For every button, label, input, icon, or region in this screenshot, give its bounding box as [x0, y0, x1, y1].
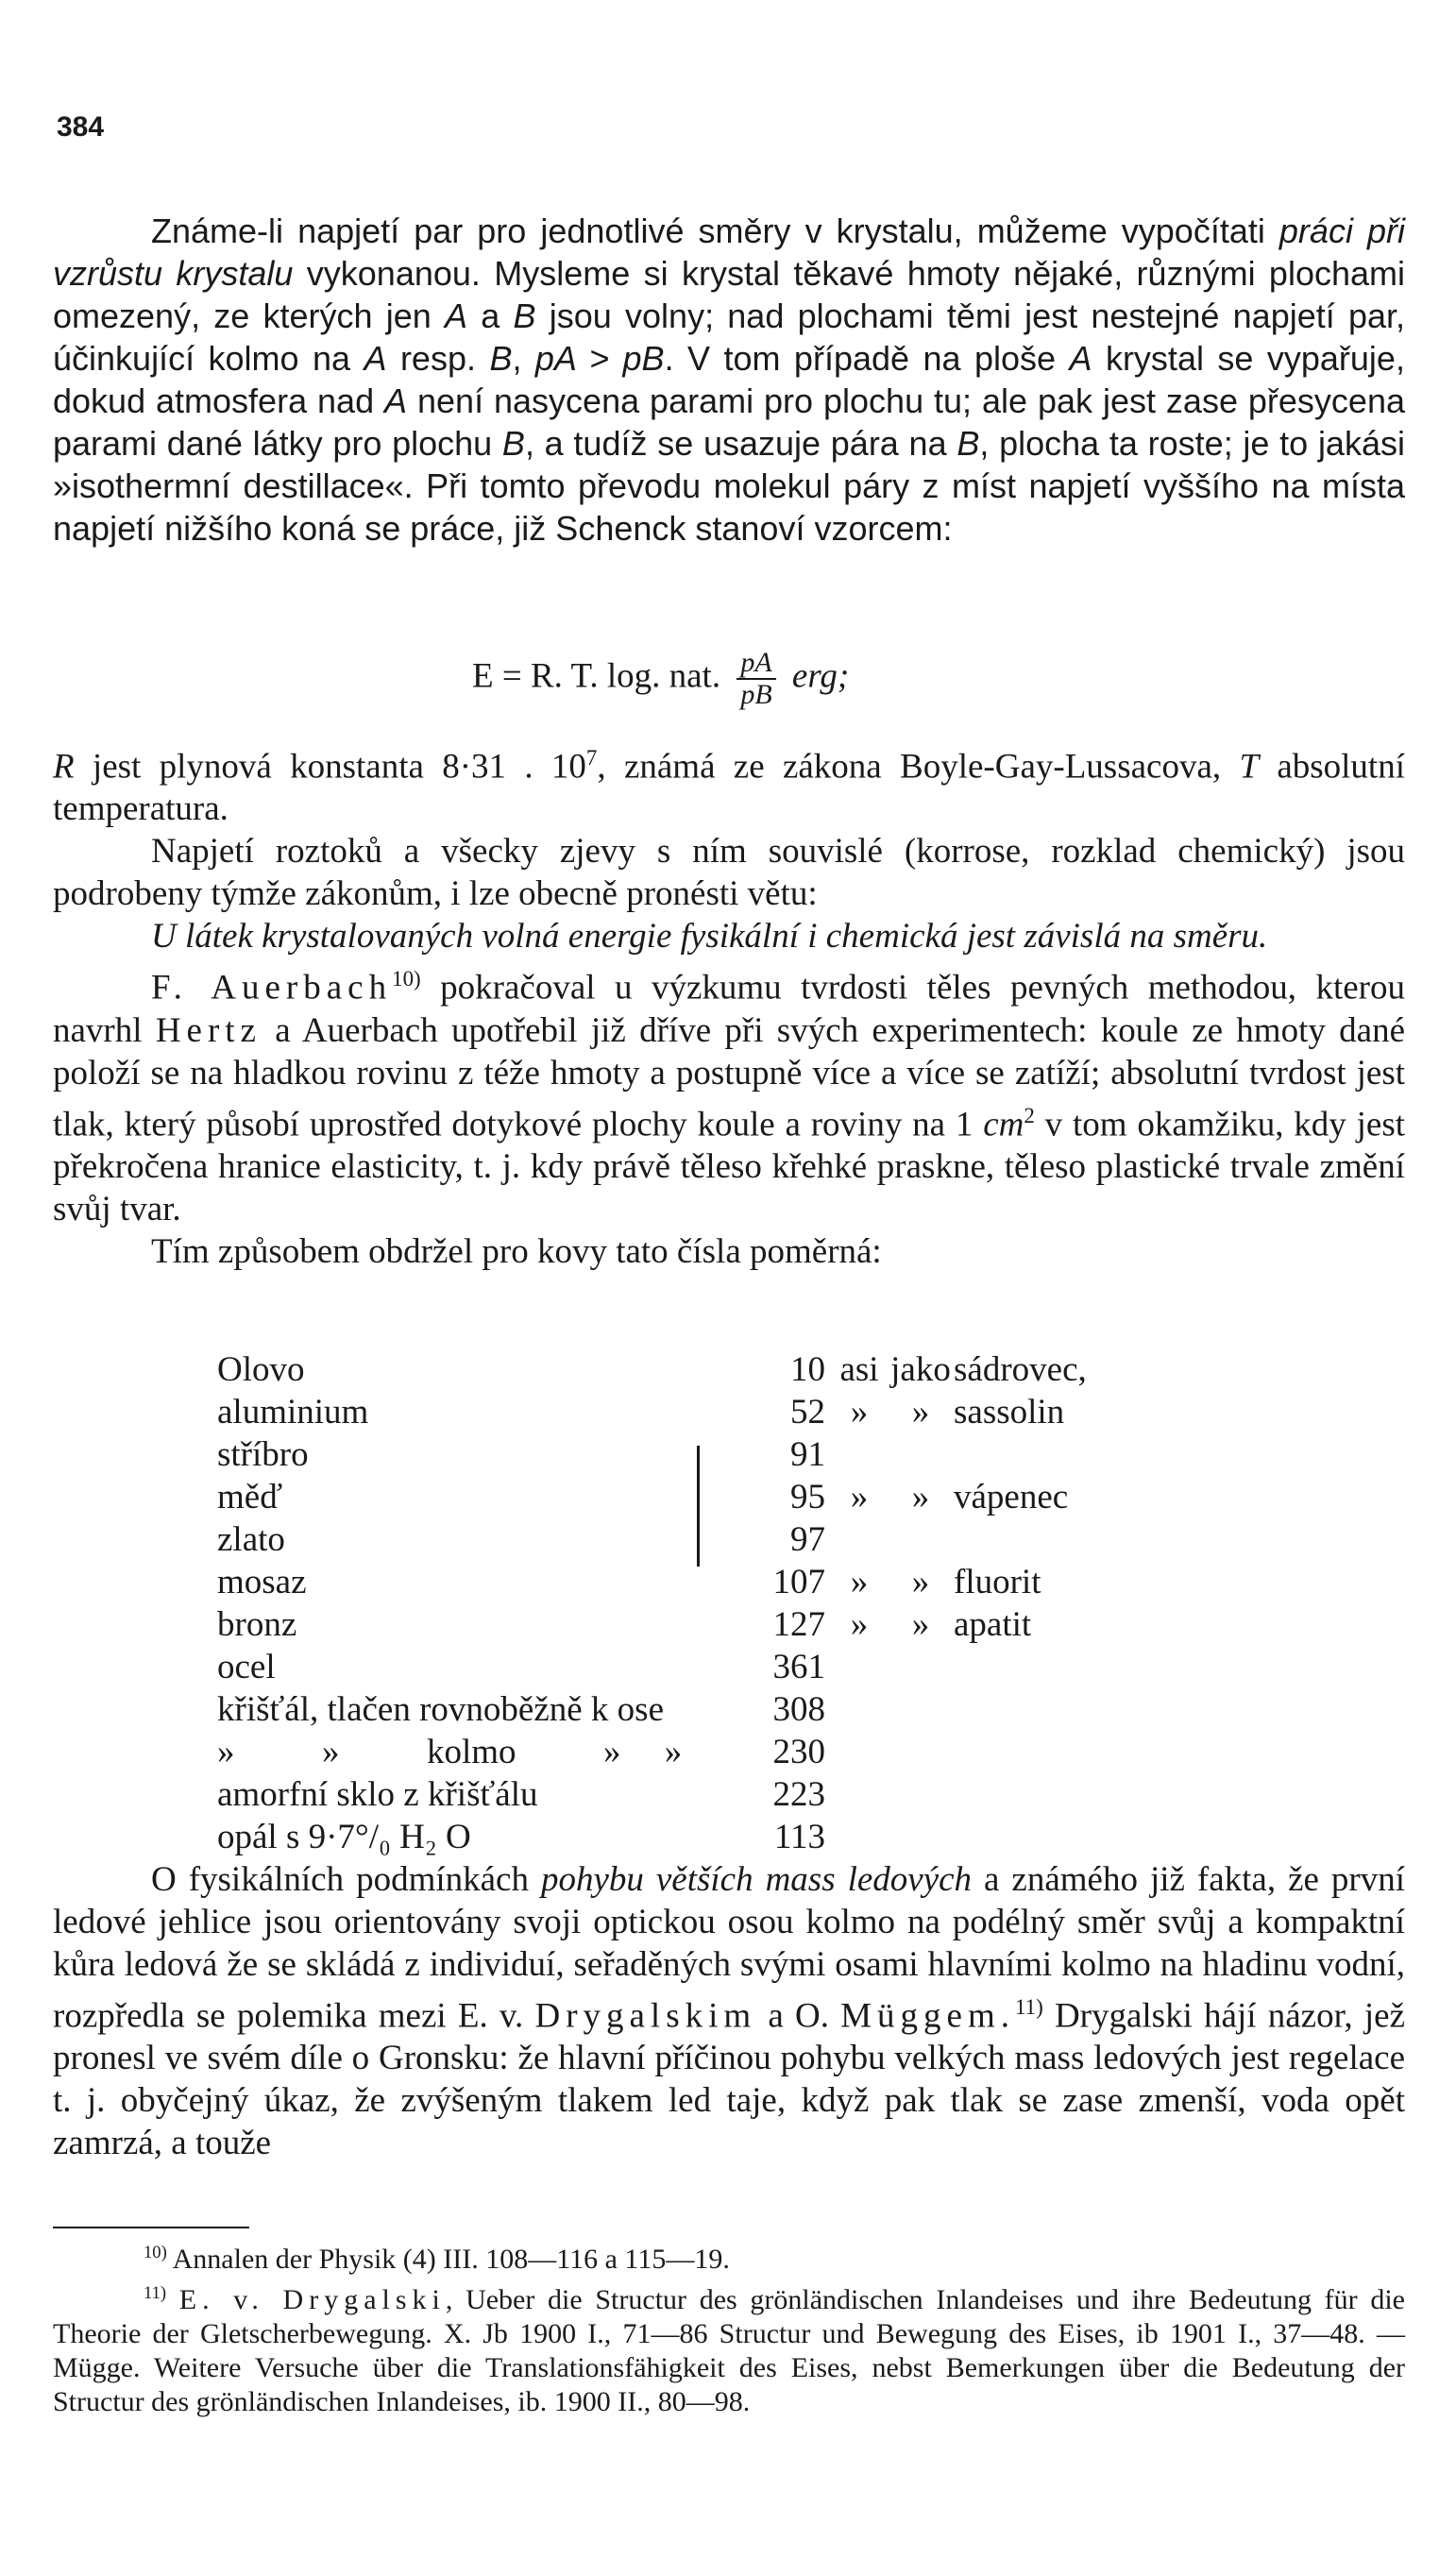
formula-unit: erg; [791, 656, 850, 696]
inequality: pA > pB [534, 339, 665, 378]
italic-work-of-growth: práci při vzrůstu krystalu [53, 212, 1405, 293]
paragraph-auerbach: F. Auerbach$^{10)}$ pokračoval u výzkumu tvrdosti těles pevných methodou, kterou navrhl Hertz a Auerbach upotřebil již dříve při svých experimentech: koule ze hmoty dané položí se na hladkou rovinu z téže hmoty a postupně více a více se zatíží; absolutní tvrdost jest tlak, který působí uprostřed dotykové plochy koule a roviny na 1 $cm^2$ v tom okamžiku, kdy jest překročena hranice elasticity, t. j. kdy právě těleso křehké praskne, těleso plastické trvale změní svůj tvar. [53, 967, 1405, 1228]
table-row: ocel 361 [217, 1648, 825, 1686]
footnote-separator [53, 2227, 249, 2228]
table-row: křišťál, tlačen rovnoběžně k ose 308 [217, 1690, 825, 1729]
body-paragraph-glacier: O fysikálních podmínkách pohybu větších mass ledových a známého již fakta, že první ledové jehlice jsou orientovány svoji optickou osou kolmo na podélný směr svůj a kompaktní kůra ledová že se skládá z individuí, seřaděných svými osami hlavními kolmo na hladinu vodní, rozpředla se polemika mezi E. v. Drygalskim a O. Müggem.$^{11)}$ Drygalski hájí názor, jež pronesl ve svém díle o Gronsku: že hlavní příčinou pohybu velkých mass ledových jest regelace t. j. obyčejný úkaz, že zvýšeným tlakem led taje, když pak tlak se zase zmenší, voda opět zamrzá, a touže [53, 1860, 1406, 2163]
paragraph-gas-constant: R jest plynová konstanta 8·31 . $10^7$, známá ze zákona Boyle-Gay-Lussacova, T absolutní temperatura. [53, 746, 1405, 829]
schenck-formula [472, 648, 849, 710]
formula-fraction: $\frac{pA}{pB}$ [736, 648, 775, 710]
table-row: » » kolmo » » 230 [217, 1733, 825, 1771]
body-paragraphs-2-5 [53, 737, 1405, 1273]
table-row: zlato 97 [217, 1520, 825, 1559]
paragraph-theorem: U látek krystalovaných volná energie fysikální i chemická jest závislá na směru. [151, 917, 1268, 957]
footnote-11: $^{11)}$ E. v. Drygalski, Ueber die Structur des grönländischen Inlandeises und ihre Bedeutung für die Theorie der Gletscherbewegung. X. Jb 1900 I., 71—86 Structur und Bewegung des Eises, ib 1901 I., 37—48. — Mügge. Weitere Versuche über die Translationsfähigkeit des Eises, nebst Bemerkungen über die Bedeutung der Structur des grönländischen Inlandeises, ib. 1900 II., 80—98. [53, 2283, 1405, 2417]
table-row: měď 95 » » vápenec [217, 1478, 1069, 1516]
hardness-table [217, 1348, 1331, 1858]
paragraph-solutions: Napjetí roztoků a všecky zjevy s ním souvislé (korrose, rozklad chemický) jsou podrobeny týmže zákonům, i lze obecně pronésti větu: [53, 832, 1405, 914]
table-row: stříbro 91 [217, 1435, 825, 1474]
footnotes [53, 2236, 1405, 2419]
table-row: Olovo 10 asi jako sádrovec, [217, 1350, 1087, 1389]
page-number: 384 [57, 111, 105, 143]
table-brace [686, 1446, 700, 1567]
footnote-10: $^{10)}$ Annalen der Physik (4) III. 108—116 a 115—19. [144, 2243, 730, 2275]
formula-lhs: E = R. T. log. nat. [472, 656, 721, 696]
table-row: amorfní sklo z křišťálu 223 [217, 1775, 825, 1814]
body-paragraph-1: Známe-li napjetí par pro jednotlivé směry v krystalu, můžeme vypočítati práci při vzrůstu krystalu vykonanou. Mysleme si krystal těkavé hmoty nějaké, různými plochami omezený, ze kterých jen A a B jsou volny; nad plochami těmi jest nestejné napjetí par, účinkující kolmo na A resp. B, pA > pB. V tom případě na ploše A krystal se vypařuje, dokud atmosfera nad A není nasycena parami pro plochu tu; ale pak jest zase přesycena parami dané látky pro plochu B, a tudíž se usazuje pára na B, plocha ta roste; je to jakási »isothermní destillace«. Při tomto převodu molekul páry z míst napjetí vyššího na místa napjetí nižšího koná se práce, již Schenck stanoví vzorcem: [53, 212, 1405, 548]
table-row: bronz 127 » » apatit [217, 1605, 1032, 1644]
paragraph-table-intro: Tím způsobem obdržel pro kovy tato čísla poměrná: [151, 1231, 882, 1271]
table-row: mosaz 107 » » fluorit [217, 1563, 1041, 1601]
table-row: aluminium 52 » » sassolin [217, 1393, 1065, 1431]
table-row: opál s 9·7°/₀ H₂ O 113 [217, 1818, 825, 1856]
